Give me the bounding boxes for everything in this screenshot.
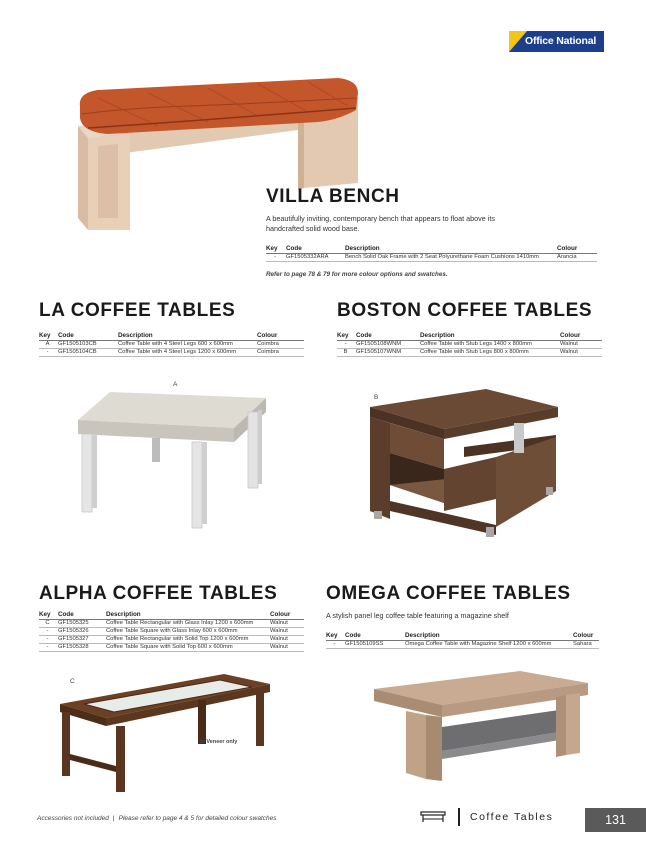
row-colour: Sahara: [573, 641, 599, 649]
header-key: Key: [266, 245, 286, 254]
omega-spec-table: [326, 632, 599, 649]
row-key: -: [266, 254, 286, 262]
row-colour: Walnut: [270, 636, 304, 644]
header-description: Description: [118, 332, 257, 341]
villa-bench-title: VILLA BENCH: [266, 186, 400, 207]
row-colour: Walnut: [560, 341, 602, 349]
table-row: [326, 641, 599, 649]
row-description: Coffee Table Square with Solid Top 600 x 600mm: [106, 644, 270, 652]
header-code: Code: [58, 611, 106, 620]
row-description: Coffee Table with Stub Legs 1400 x 800mm: [420, 341, 560, 349]
table-row: [39, 644, 304, 652]
row-description: Coffee Table Square with Glass Inlay 600 x 600mm: [106, 628, 270, 636]
row-code: GF1505332ARA: [286, 254, 345, 262]
alpha-coffee-table-image: [56, 670, 276, 795]
header-colour: Colour: [257, 332, 304, 341]
la-image-key: A: [173, 381, 178, 388]
la-coffee-table-image: [74, 390, 274, 540]
villa-bench-image: [68, 68, 368, 238]
row-key: A: [39, 341, 58, 349]
villa-colour-note: Refer to page 78 & 79 for more colour options and swatches.: [266, 271, 448, 278]
row-key: -: [39, 628, 58, 636]
boston-coffee-table-image: [366, 387, 566, 542]
header-key: Key: [39, 332, 58, 341]
header-description: Description: [106, 611, 270, 620]
row-colour: Coimbra: [257, 341, 304, 349]
footer-divider: [458, 808, 460, 826]
accessories-note: Accessories not included: [37, 815, 109, 822]
table-header-row: [266, 245, 597, 254]
row-colour: Walnut: [270, 644, 304, 652]
header-colour: Colour: [560, 332, 602, 341]
header-colour: Colour: [557, 245, 597, 254]
row-description: Coffee Table with 4 Steel Legs 600 x 600mm: [118, 341, 257, 349]
header-code: Code: [345, 632, 405, 641]
row-key: -: [39, 644, 58, 652]
header-colour: Colour: [573, 632, 599, 641]
omega-intro: A stylish panel leg coffee table featuring a magazine shelf: [326, 611, 509, 620]
header-colour: Colour: [270, 611, 304, 620]
row-code: GF1505108WNM: [356, 341, 420, 349]
table-row: [39, 620, 304, 628]
alpha-veneer-note: In Veneer only: [200, 739, 238, 745]
row-key: C: [39, 620, 58, 628]
alpha-spec-table: [39, 611, 304, 652]
row-code: GF1505328: [58, 644, 106, 652]
row-code: GF1505326: [58, 628, 106, 636]
header-key: Key: [326, 632, 345, 641]
header-key: Key: [337, 332, 356, 341]
header-key: Key: [39, 611, 58, 620]
table-header-row: [337, 332, 602, 341]
footer-separator: |: [112, 815, 115, 822]
coffee-table-icon: [420, 811, 446, 823]
boston-image-key: B: [374, 394, 379, 401]
row-colour: Arancia: [557, 254, 597, 262]
row-code: GF1505104CB: [58, 349, 118, 357]
villa-spec-table: [266, 245, 597, 262]
row-code: GF1505327: [58, 636, 106, 644]
row-colour: Coimbra: [257, 349, 304, 357]
villa-bench-intro: A beautifully inviting, contemporary bench that appears to float above its handcrafted solid wood base.: [266, 214, 495, 233]
row-description: Coffee Table with Stub Legs 800 x 800mm: [420, 349, 560, 357]
table-header-row: [39, 332, 304, 341]
boston-spec-table: [337, 332, 602, 357]
alpha-image-key: C: [70, 678, 75, 685]
row-key: B: [337, 349, 356, 357]
row-description: Coffee Table Rectangular with Solid Top 1200 x 600mm: [106, 636, 270, 644]
row-code: GF1505103CB: [58, 341, 118, 349]
page-number: 131: [585, 808, 646, 832]
row-key: -: [326, 641, 345, 649]
boston-title: BOSTON COFFEE TABLES: [337, 300, 593, 321]
table-row: [337, 349, 602, 357]
row-colour: Walnut: [270, 620, 304, 628]
table-row: [39, 628, 304, 636]
table-row: [39, 349, 304, 357]
header-description: Description: [405, 632, 573, 641]
header-code: Code: [356, 332, 420, 341]
row-key: -: [39, 349, 58, 357]
table-header-row: [39, 611, 304, 620]
row-code: GF1505109SS: [345, 641, 405, 649]
header-code: Code: [286, 245, 345, 254]
table-row: [39, 636, 304, 644]
la-spec-table: [39, 332, 304, 357]
table-row: [39, 341, 304, 349]
swatches-note: Please refer to page 4 & 5 for detailed colour swatches: [118, 815, 277, 822]
table-row: [266, 254, 597, 262]
row-description: Coffee Table Rectangular with Glass Inlay 1200 x 600mm: [106, 620, 270, 628]
header-description: Description: [345, 245, 557, 254]
row-code: GF1505107WNM: [356, 349, 420, 357]
header-description: Description: [420, 332, 560, 341]
table-row: [337, 341, 602, 349]
section-label: Coffee Tables: [470, 811, 554, 823]
la-title: LA COFFEE TABLES: [39, 300, 236, 321]
row-code: GF1505325: [58, 620, 106, 628]
row-description: Coffee Table with 4 Steel Legs 1200 x 600mm: [118, 349, 257, 357]
row-colour: Walnut: [270, 628, 304, 636]
header-code: Code: [58, 332, 118, 341]
footer-notes: [37, 815, 277, 822]
office-national-logo: [509, 31, 604, 52]
omega-coffee-table-image: [370, 669, 592, 789]
logo-text: Office National: [525, 35, 597, 47]
omega-title: OMEGA COFFEE TABLES: [326, 583, 571, 604]
table-header-row: [326, 632, 599, 641]
row-description: Bench Solid Oak Frame with 2 Seat Polyurethane Foam Cushions 1410mm: [345, 254, 557, 262]
row-key: -: [337, 341, 356, 349]
alpha-title: ALPHA COFFEE TABLES: [39, 583, 278, 604]
row-description: Omega Coffee Table with Magazine Shelf 1200 x 600mm: [405, 641, 573, 649]
row-key: -: [39, 636, 58, 644]
row-colour: Walnut: [560, 349, 602, 357]
